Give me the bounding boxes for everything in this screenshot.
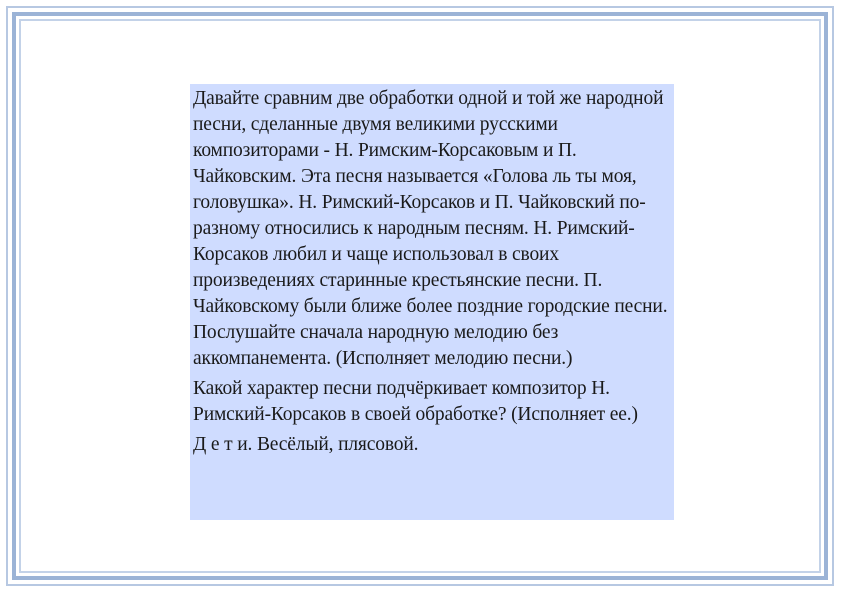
paragraph-answer: Д е т и. Весёлый, плясовой. [193, 434, 419, 455]
text-box [190, 84, 674, 520]
paragraph-question: Какой характер песни подчёркивает композитор Н. Римский-Корсаков в своей обработке? (Исполняет ее.) [193, 378, 638, 425]
paragraph-intro: Давайте сравним две обработки одной и той же народной песни, сделанные двумя великими русскими композиторами - Н. Римским-Корсаковым и П. Чайковским. Эта песня называется «Голова ль ты моя, головушка». Н. Римский-Корсаков и П. Чайковский по-разному относились к народным песням. Н. Римский-Корсаков любил и чаще использовал в своих произведениях старинные крестьянские песни. П. Чайковскому были ближе более поздние городские песни. Послушайте сначала народную мелодию без аккомпанемента. (Исполняет мелодию песни.) [193, 88, 668, 369]
